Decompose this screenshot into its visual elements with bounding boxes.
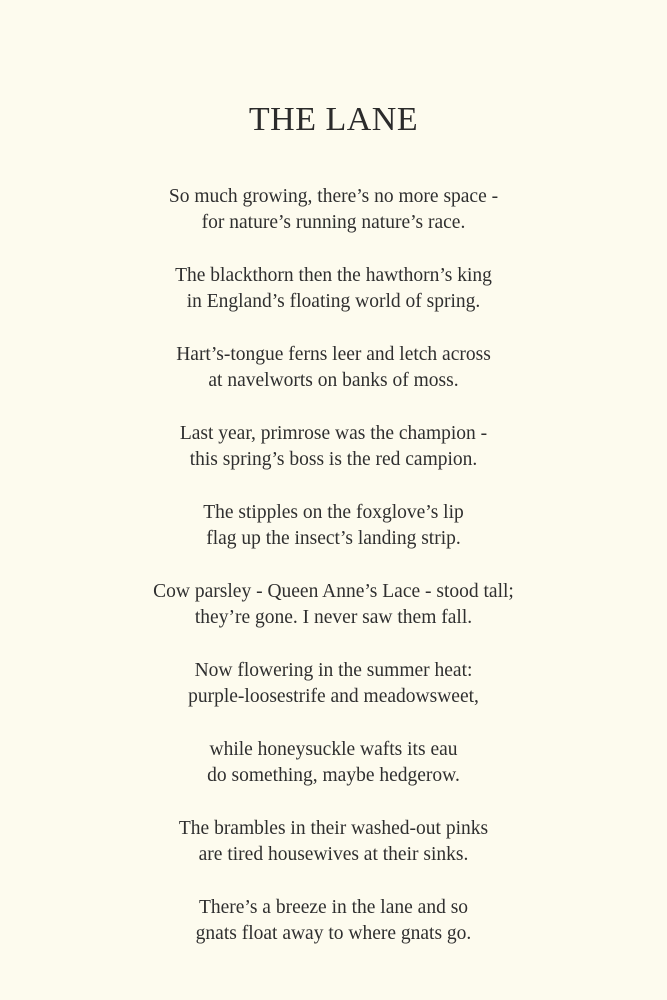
stanza-2 — [0, 263, 667, 342]
poem-line: The stipples on the foxglove’s lip — [203, 502, 464, 523]
poem-line: The blackthorn then the hawthorn’s king — [175, 265, 492, 286]
poem-line: There’s a breeze in the lane and so — [198, 897, 469, 918]
poem-line: this spring’s boss is the red campion. — [189, 449, 478, 470]
stanza-5 — [0, 500, 667, 579]
poem-line: at navelworts on banks of moss. — [208, 370, 459, 391]
stanza-8 — [0, 737, 667, 816]
poem-line: for nature’s running nature’s race. — [201, 212, 466, 233]
stanza-7 — [0, 658, 667, 737]
poem-body — [0, 184, 667, 974]
poem-title: THE LANE — [248, 101, 419, 138]
poem-line: flag up the insect’s landing strip. — [206, 528, 461, 549]
poem-line: Now flowering in the summer heat: — [194, 660, 473, 681]
poem-line: The brambles in their washed-out pinks — [178, 818, 489, 839]
poem-line: they’re gone. I never saw them fall. — [194, 607, 473, 628]
poem-line: are tired housewives at their sinks. — [198, 844, 469, 865]
stanza-10 — [0, 895, 667, 974]
poem-line: gnats float away to where gnats go. — [195, 923, 472, 944]
poem-line: do something, maybe hedgerow. — [207, 765, 460, 786]
stanza-3 — [0, 342, 667, 421]
poem-line: while honeysuckle wafts its eau — [209, 739, 458, 760]
stanza-1 — [0, 184, 667, 263]
poem-line: purple-loosestrife and meadowsweet, — [188, 686, 479, 707]
stanza-6 — [0, 579, 667, 658]
poem-line: Hart’s-tongue ferns leer and letch across — [176, 344, 491, 365]
poem-line: So much growing, there’s no more space - — [168, 186, 499, 207]
stanza-9 — [0, 816, 667, 895]
poem-line: Last year, primrose was the champion - — [179, 423, 488, 444]
poem-line: in England’s floating world of spring. — [186, 291, 481, 312]
poem-line: Cow parsley - Queen Anne’s Lace - stood tall; — [153, 581, 514, 602]
stanza-4 — [0, 421, 667, 500]
